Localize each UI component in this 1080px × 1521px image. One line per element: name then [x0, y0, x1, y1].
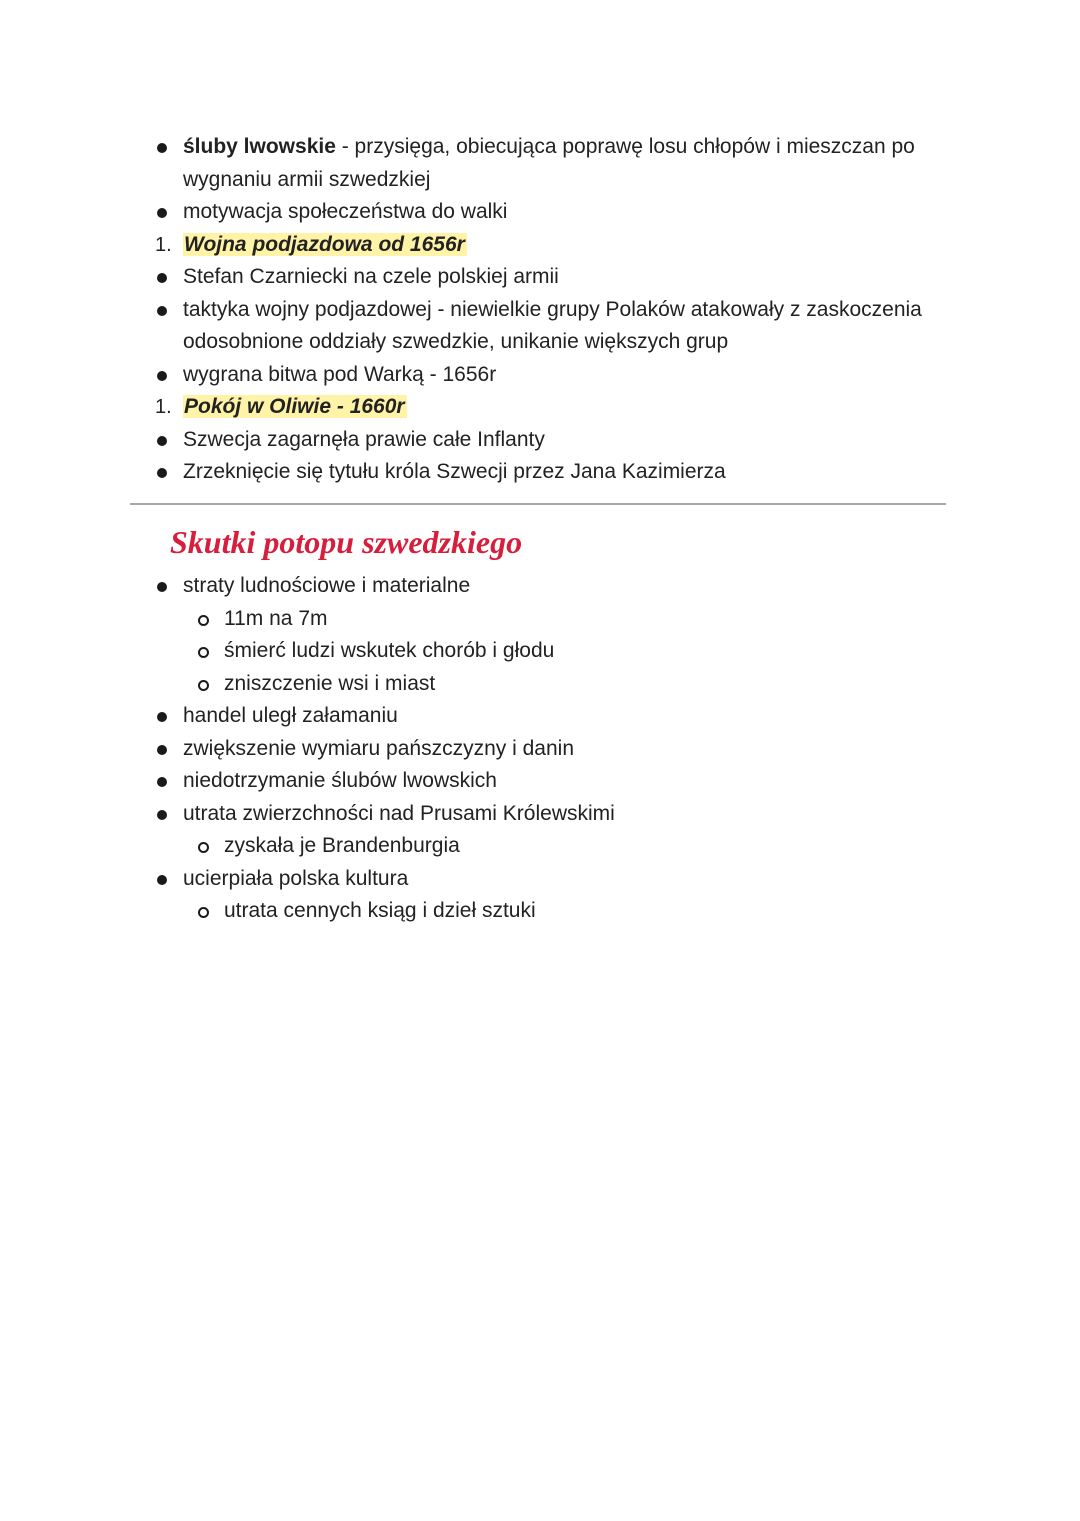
- list-item: [130, 700, 950, 733]
- bullet-icon: [157, 371, 167, 381]
- list-item-continuation: [130, 164, 950, 197]
- highlighted-heading: Pokój w Oliwie - 1660r: [184, 395, 405, 418]
- highlighted-heading: Wojna podjazdowa od 1656r: [184, 232, 465, 256]
- hollow-bullet-icon: [198, 842, 209, 853]
- horizontal-divider: [130, 503, 946, 505]
- list-item: [130, 863, 950, 896]
- section-heading: Skutki potopu szwedzkiego: [170, 524, 523, 560]
- sub-list-item: [130, 895, 950, 928]
- numbered-heading: [130, 229, 950, 262]
- bullet-icon: [157, 143, 167, 153]
- bullet-icon: [157, 208, 167, 218]
- list-item-text: utrata zwierzchności nad Prusami Królewskimi: [183, 801, 615, 825]
- list-item: [130, 196, 950, 229]
- list-item: [130, 261, 950, 294]
- sub-list-item: [130, 635, 950, 668]
- list-item-text: Stefan Czarniecki na czele polskiej armii: [183, 265, 559, 288]
- term-definition: - przysięga, obiecująca poprawę losu chłopów i mieszczan po: [335, 135, 915, 158]
- list-item-text: straty ludnościowe i materialne: [183, 574, 471, 597]
- list-item: [130, 131, 950, 164]
- sub-list-item-text: zniszczenie wsi i miast: [224, 671, 436, 695]
- list-item-text: handel uległ załamaniu: [183, 704, 398, 727]
- hollow-bullet-icon: [198, 615, 209, 626]
- bullet-icon: [157, 436, 167, 446]
- list-item-text: wygrana bitwa pod Warką - 1656r: [183, 362, 497, 386]
- bullet-icon: [157, 712, 167, 722]
- list-item: [130, 733, 950, 766]
- list-item: [130, 765, 950, 798]
- hollow-bullet-icon: [198, 907, 209, 918]
- list-item: [130, 359, 950, 392]
- list-item: [130, 294, 950, 327]
- notes-list-2: [130, 570, 950, 928]
- sub-list-item: [130, 668, 950, 701]
- notes-list-1: [130, 131, 950, 489]
- term-bold: śluby lwowskie: [183, 135, 336, 158]
- list-item-text: Szwecja zagarnęła prawie całe Inflanty: [183, 427, 545, 451]
- bullet-icon: [157, 875, 167, 885]
- list-item: [130, 798, 950, 831]
- list-item: [130, 424, 950, 457]
- list-item-text: Zrzeknięcie się tytułu króla Szwecji przez Jana Kazimierza: [183, 460, 726, 483]
- bullet-icon: [157, 306, 167, 316]
- list-number: 1.: [155, 396, 172, 418]
- list-item-text: odosobnione oddziały szwedzkie, unikanie większych grup: [183, 330, 729, 353]
- list-item-text: taktyka wojny podjazdowej - niewielkie grupy Polaków atakowały z zaskoczenia: [183, 297, 922, 321]
- bullet-icon: [157, 468, 167, 478]
- sub-list-item-text: zyskała je Brandenburgia: [224, 834, 460, 857]
- list-item: [130, 570, 950, 603]
- bullet-icon: [157, 745, 167, 755]
- sub-list-item: [130, 830, 950, 863]
- sub-list-item-text: śmierć ludzi wskutek chorób i głodu: [224, 639, 555, 662]
- bullet-icon: [157, 273, 167, 283]
- list-item-text: zwiększenie wymiaru pańszczyzny i danin: [183, 736, 574, 760]
- bullet-icon: [157, 777, 167, 787]
- sub-list-item: [130, 603, 950, 636]
- list-item-text: [183, 131, 915, 164]
- hollow-bullet-icon: [198, 647, 209, 658]
- list-item-text: motywacja społeczeństwa do walki: [183, 200, 508, 223]
- list-number: 1.: [155, 233, 172, 256]
- list-item-text: wygnaniu armii szwedzkiej: [183, 167, 431, 191]
- list-item-text: ucierpiała polska kultura: [183, 866, 409, 890]
- list-item-continuation: [130, 326, 950, 359]
- hollow-bullet-icon: [198, 680, 209, 691]
- sub-list-item-text: utrata cennych ksiąg i dzieł sztuki: [224, 899, 536, 922]
- list-item-text: niedotrzymanie ślubów lwowskich: [183, 769, 497, 792]
- sub-list-item-text: 11m na 7m: [224, 606, 328, 630]
- bullet-icon: [157, 582, 167, 592]
- numbered-heading: [130, 391, 950, 424]
- list-item: [130, 456, 950, 489]
- bullet-icon: [157, 810, 167, 820]
